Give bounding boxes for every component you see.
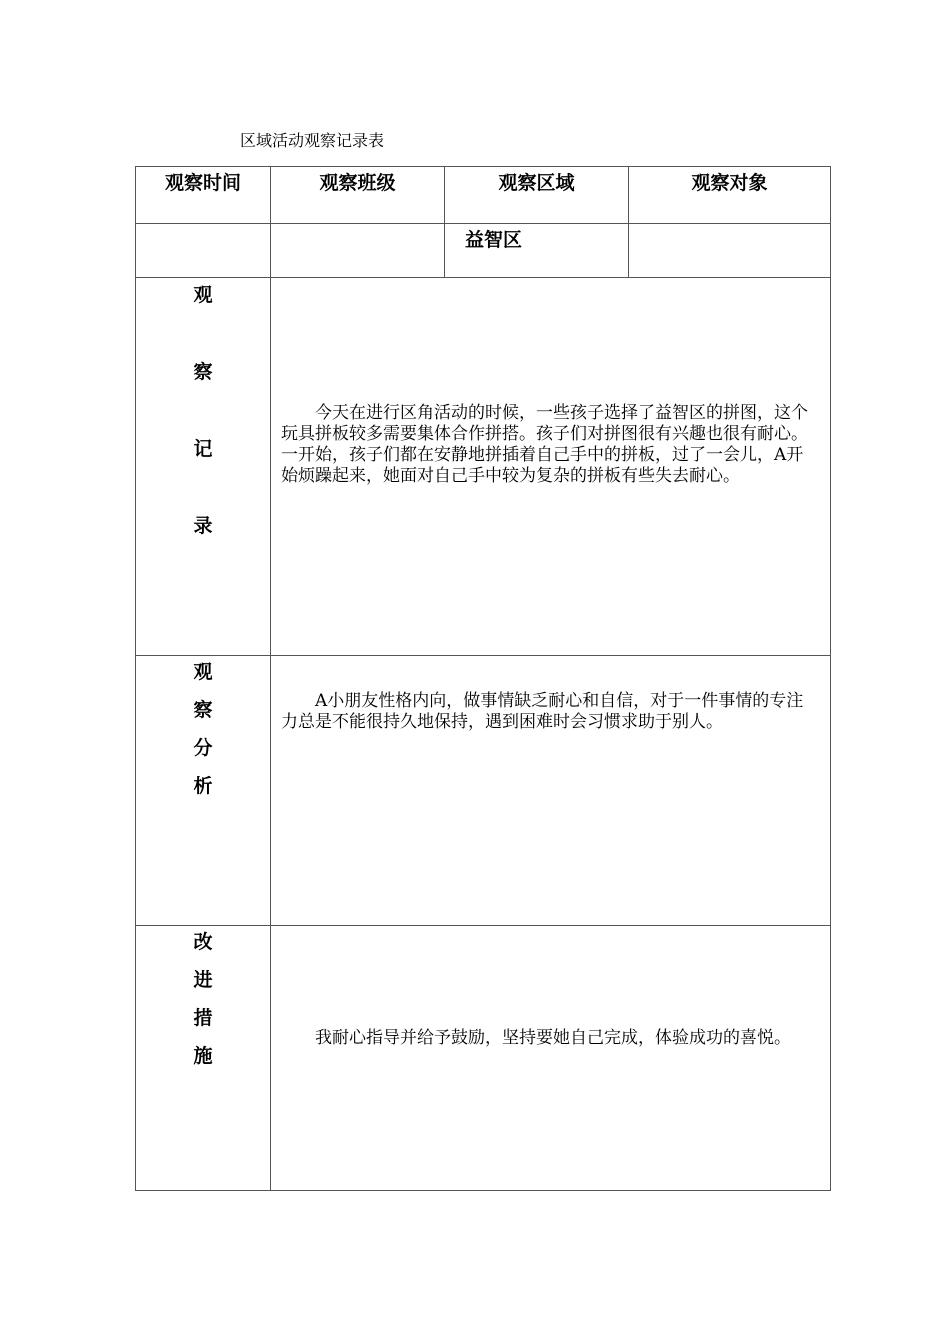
section-label-char: 察	[193, 699, 213, 721]
section-label-char: 施	[193, 1045, 213, 1067]
value-cell-area: 益智区	[445, 224, 629, 278]
section-content-record	[271, 278, 831, 656]
value-cell-class	[271, 224, 445, 278]
section-label-char: 记	[193, 438, 213, 460]
section-label-record	[136, 278, 271, 656]
observation-record-table	[135, 166, 831, 1191]
value-cell-subject	[629, 224, 831, 278]
section-row-measures	[136, 926, 831, 1191]
section-label-analysis	[136, 656, 271, 926]
header-cell-time: 观察时间	[136, 167, 271, 224]
section-label-char: 分	[193, 737, 213, 759]
header-row	[136, 167, 831, 224]
section-row-record	[136, 278, 831, 656]
section-row-analysis	[136, 656, 831, 926]
section-label-char: 析	[193, 775, 213, 797]
measures-text: 我耐心指导并给予鼓励，坚持要她自己完成，体验成功的喜悦。	[315, 1028, 791, 1048]
section-label-char: 进	[193, 969, 213, 991]
section-label-char: 措	[193, 1007, 213, 1029]
header-cell-class: 观察班级	[271, 167, 445, 224]
section-label-char: 观	[193, 284, 213, 306]
analysis-text: A小朋友性格内向，做事情缺乏耐心和自信，对于一件事情的专注力总是不能很持久地保持，遇到困难时会习惯求助于别人。	[281, 691, 804, 732]
header-cell-subject: 观察对象	[629, 167, 831, 224]
section-label-measures	[136, 926, 271, 1191]
section-label-char: 观	[193, 661, 213, 683]
section-content-analysis	[271, 656, 831, 926]
page-title: 区域活动观察记录表	[240, 131, 385, 150]
record-text: 今天在进行区角活动的时候，一些孩子选择了益智区的拼图，这个玩具拼板较多需要集体合作拼搭。孩子们对拼图很有兴趣也很有耐心。一开始，孩子们都在安静地拼插着自己手中的拼板，过了一会儿，A开始烦躁起来，她面对自己手中较为复杂的拼板有些失去耐心。	[281, 403, 808, 486]
section-label-char: 录	[193, 515, 213, 537]
section-label-char: 察	[193, 361, 213, 383]
header-cell-area: 观察区域	[445, 167, 629, 224]
value-row	[136, 224, 831, 278]
value-cell-time	[136, 224, 271, 278]
section-content-measures	[271, 926, 831, 1191]
section-label-char: 改	[193, 931, 213, 953]
